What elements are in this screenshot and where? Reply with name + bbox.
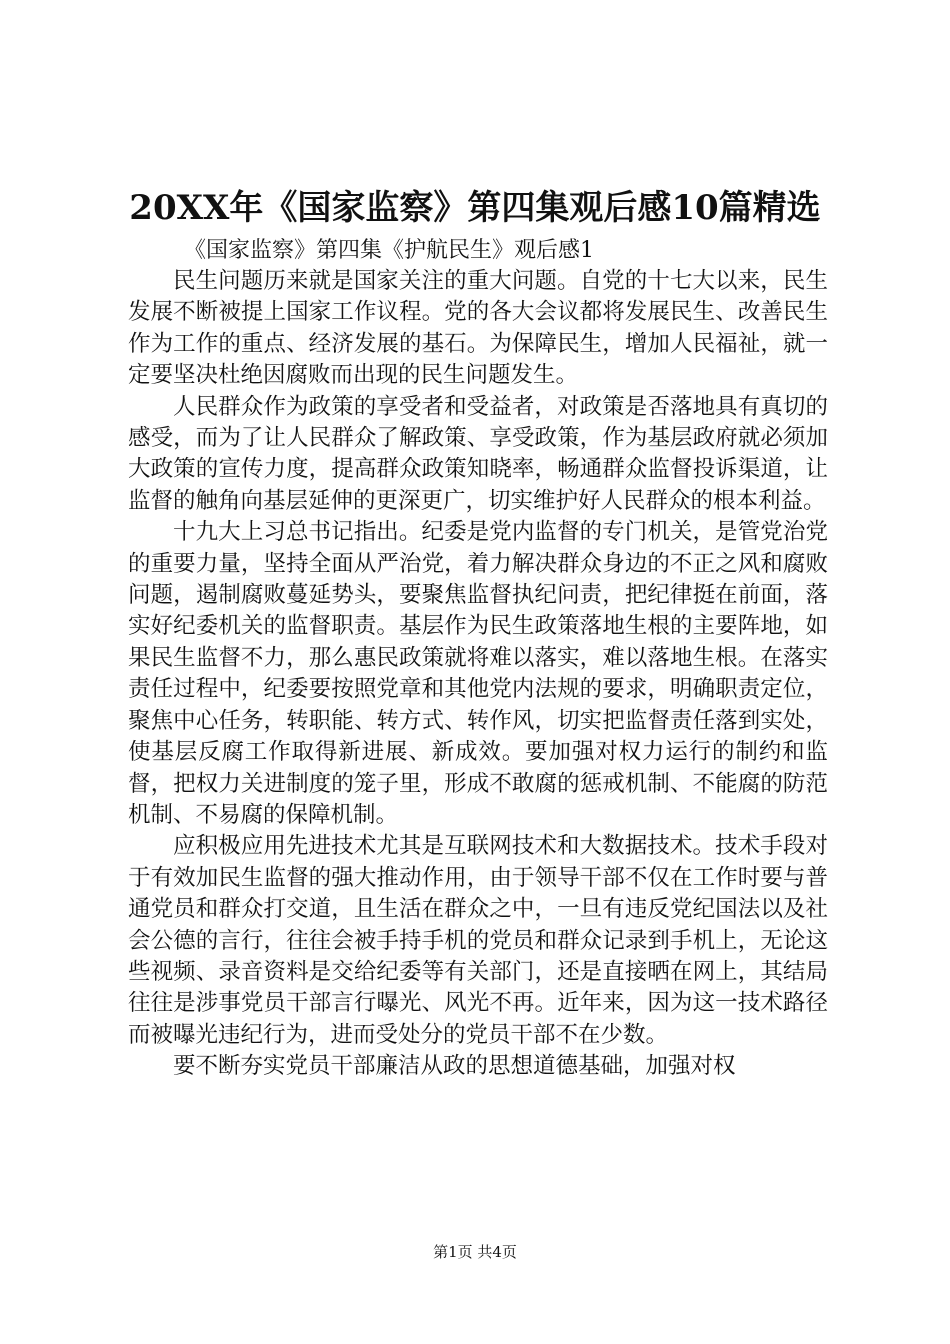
paragraph: 应积极应用先进技术尤其是互联网技术和大数据技术。技术手段对于有效加民生监督的强大推动作用，由于领导干部不仅在工作时要与普通党员和群众打交道，且生活在群众之中，一旦有违反党纪国法以及社会公德的言行，往往会被手持手机的党员和群众记录到手机上，无论这些视频、录音资料是交给纪委等有关部门，还是直接晒在网上，其结局往往是涉事党员干部言行曝光、风光不再。近年来，因为这一技术路径而被曝光违纪行为，进而受处分的党员干部不在少数。: [128, 833, 828, 1048]
paragraph: 人民群众作为政策的享受者和受益者，对政策是否落地具有真切的感受，而为了让人民群众了解政策、享受政策，作为基层政府就必须加大政策的宣传力度，提高群众政策知晓率，畅通群众监督投诉渠道，让监督的触角向基层延伸的更深更广，切实维护好人民群众的根本利益。: [128, 393, 828, 514]
paragraph: 要不断夯实党员干部廉洁从政的思想道德基础，加强对权: [173, 1053, 736, 1080]
paragraph: 民生问题历来就是国家关注的重大问题。自党的十七大以来，民生发展不断被提上国家工作议程。党的各大会议都将发展民生、改善民生作为工作的重点、经济发展的基石。为保障民生，增加人民福祉，就一定要坚决杜绝因腐败而出现的民生问题发生。: [128, 268, 828, 389]
page-footer: 第1页 共4页: [433, 1243, 517, 1261]
document-title: 20XX年《国家监察》第四集观后感10篇精选: [129, 188, 821, 228]
paragraph: 十九大上习总书记指出。纪委是党内监督的专门机关，是管党治党的重要力量，坚持全面从严治党，着力解决群众身边的不正之风和腐败问题，遏制腐败蔓延势头，要聚焦监督执纪问责，把纪律挺在前面，落实好纪委机关的监督职责。基层作为民生政策落地生根的主要阵地，如果民生监督不力，那么惠民政策就将难以落实，难以落地生根。在落实责任过程中，纪委要按照党章和其他党内法规的要求，明确职责定位，聚焦中心任务，转职能、转方式、转作风，切实把监督责任落到实处，使基层反腐工作取得新进展、新成效。要加强对权力运行的制约和监督，把权力关进制度的笼子里，形成不敢腐的惩戒机制、不能腐的防范机制、不易腐的保障机制。: [128, 519, 828, 828]
document-body: [128, 266, 828, 1083]
document-subtitle: 《国家监察》第四集《护航民生》观后感1: [184, 238, 594, 263]
